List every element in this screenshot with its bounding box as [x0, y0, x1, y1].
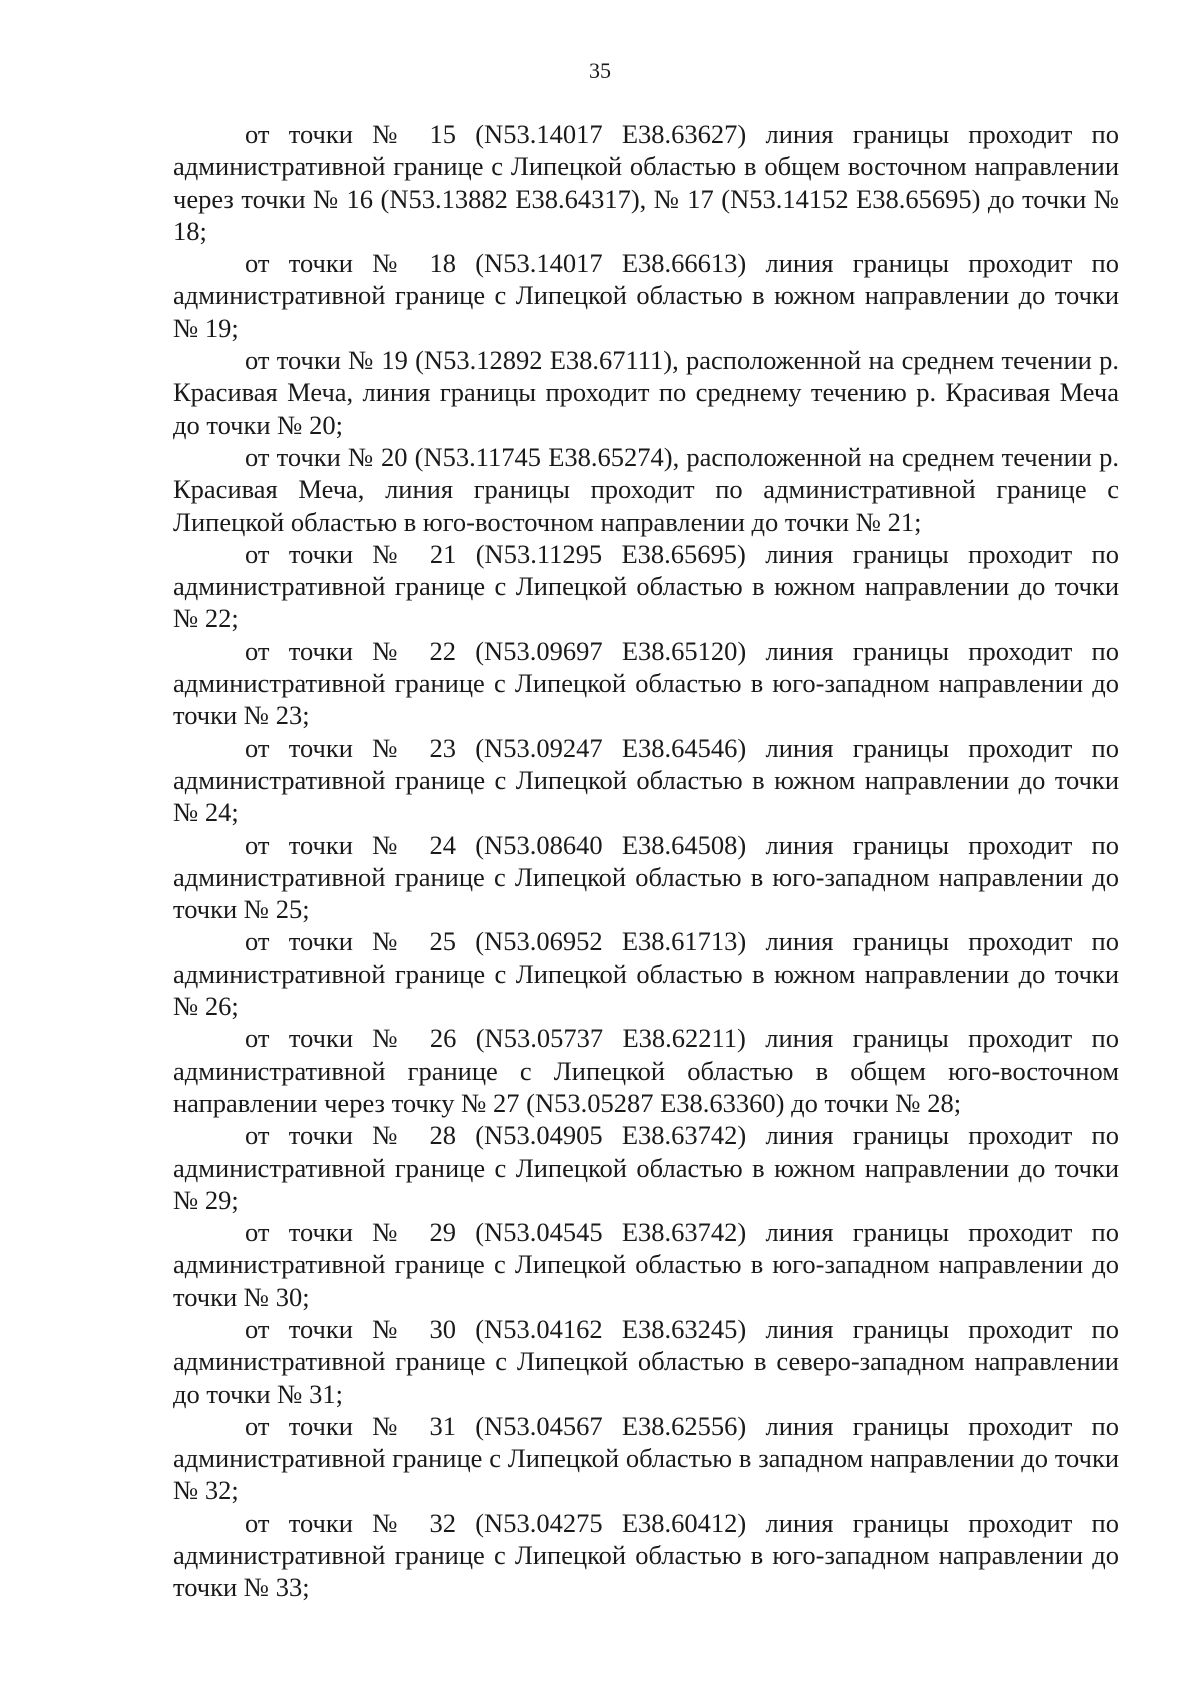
paragraph-point-24: от точки № 24 (N53.08640 E38.64508) линия границы проходит по административной границе с Липецкой областью в юго-западном направлении до точки № 25;: [173, 829, 1119, 925]
paragraph-point-31: от точки № 31 (N53.04567 E38.62556) линия границы проходит по административной границе с Липецкой областью в западном направлении до точки № 32;: [173, 1410, 1119, 1506]
paragraph-point-20: от точки № 20 (N53.11745 E38.65274), расположенной на среднем течении р. Красивая Меча, линия границы проходит по административной границе с Липецкой областью в юго-восточном направлении до точки № 21;: [173, 441, 1119, 537]
paragraph-point-26: от точки № 26 (N53.05737 E38.62211) линия границы проходит по административной границе с Липецкой областью в общем юго-восточном направлении через точку № 27 (N53.05287 E38.63360) до точки № 28;: [173, 1023, 1119, 1118]
paragraph-point-29: от точки № 29 (N53.04545 E38.63742) линия границы проходит по административной границе с Липецкой областью в юго-западном направлении до точки № 30;: [173, 1217, 1119, 1312]
paragraph-point-15: от точки № 15 (N53.14017 E38.63627) линия границы проходит по административной границе с Липецкой областью в общем восточном направлении через точки № 16 (N53.13882 E38.64317), № 17 (N53.14152 E38.65695) до точки № 18;: [173, 119, 1119, 246]
paragraph-point-19: от точки № 19 (N53.12892 E38.67111), расположенной на среднем течении р. Красивая Меча, линия границы проходит по среднему течению р. Красивая Меча до точки № 20;: [173, 345, 1119, 440]
paragraph-point-30: от точки № 30 (N53.04162 E38.63245) линия границы проходит по административной границе с Липецкой областью в северо-западном направлении до точки № 31;: [173, 1313, 1119, 1409]
paragraph-point-32: от точки № 32 (N53.04275 E38.60412) линия границы проходит по административной границе с Липецкой областью в юго-западном направлении до точки № 33;: [173, 1507, 1119, 1603]
paragraph-point-18: от точки № 18 (N53.14017 E38.66613) линия границы проходит по административной границе с Липецкой областью в южном направлении до точки № 19;: [173, 248, 1119, 343]
paragraph-point-23: от точки № 23 (N53.09247 E38.64546) линия границы проходит по административной границе с Липецкой областью в южном направлении до точки № 24;: [173, 732, 1119, 828]
document-body: [173, 118, 1119, 1604]
paragraph-point-21: от точки № 21 (N53.11295 E38.65695) линия границы проходит по административной границе с Липецкой областью в южном направлении до точки № 22;: [173, 538, 1119, 634]
paragraph-point-28: от точки № 28 (N53.04905 E38.63742) линия границы проходит по административной границе с Липецкой областью в южном направлении до точки № 29;: [173, 1120, 1119, 1215]
paragraph-point-22: от точки № 22 (N53.09697 E38.65120) линия границы проходит по административной границе с Липецкой областью в юго-западном направлении до точки № 23;: [173, 635, 1119, 731]
page-number: 35: [589, 58, 611, 83]
paragraph-point-25: от точки № 25 (N53.06952 E38.61713) линия границы проходит по административной границе с Липецкой областью в южном направлении до точки № 26;: [173, 926, 1119, 1022]
